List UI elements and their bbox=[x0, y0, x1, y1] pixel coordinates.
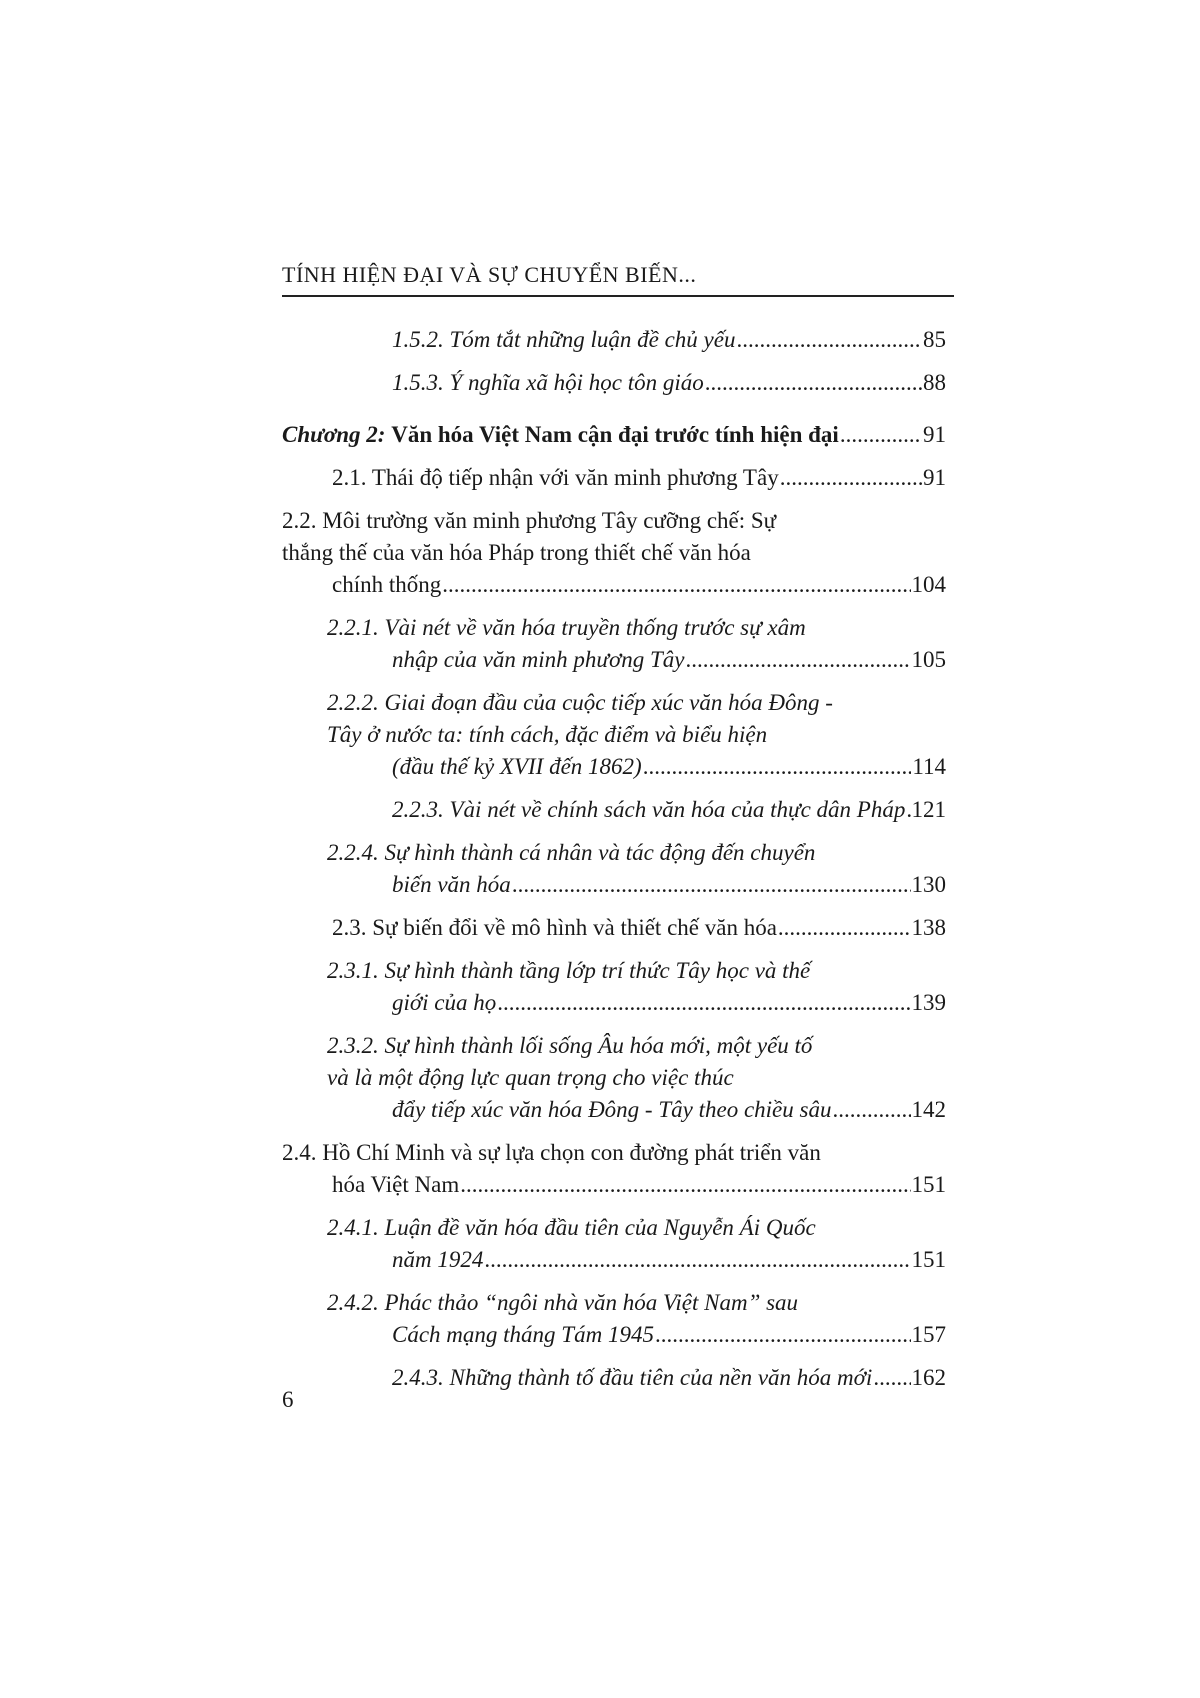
toc-entry[interactable] bbox=[282, 1030, 946, 1126]
toc-entry-line: thắng thế của văn hóa Pháp trong thiết chế văn hóa bbox=[282, 540, 751, 565]
toc-page-number: 121 bbox=[911, 797, 946, 822]
toc-entry-line: 2.3.1. Sự hình thành tầng lớp trí thức Tây học và thế bbox=[327, 958, 811, 983]
dot-leader bbox=[906, 794, 910, 826]
toc-entry-title: đẩy tiếp xúc văn hóa Đông - Tây theo chiều sâu bbox=[392, 1097, 832, 1122]
toc-entry[interactable] bbox=[282, 367, 946, 399]
dot-leader bbox=[655, 1319, 911, 1351]
toc-chapter-entry[interactable] bbox=[282, 419, 946, 451]
dot-leader bbox=[873, 1362, 910, 1394]
toc-entry-line: 2.2.1. Vài nét về văn hóa truyền thống trước sự xâm bbox=[327, 615, 806, 640]
toc-page-number: 91 bbox=[923, 465, 946, 490]
toc-entry-title: chính thống bbox=[332, 572, 442, 597]
dot-leader bbox=[705, 367, 922, 399]
toc-entry-line: 2.4.1. Luận đề văn hóa đầu tiên của Nguyễn Ái Quốc bbox=[327, 1215, 816, 1240]
toc-entry-title: 2.2.3. Vài nét về chính sách văn hóa của thực dân Pháp bbox=[392, 797, 906, 822]
dot-leader bbox=[832, 1094, 910, 1126]
toc-entry-title: 1.5.2. Tóm tắt những luận đề chủ yếu bbox=[392, 327, 736, 352]
dot-leader bbox=[840, 419, 922, 451]
toc-entry-leader-row bbox=[282, 419, 946, 451]
toc-page-number: 151 bbox=[911, 1247, 946, 1272]
toc-entry[interactable] bbox=[282, 324, 946, 356]
toc-entry-title: Văn hóa Việt Nam cận đại trước tính hiện đại bbox=[391, 422, 839, 447]
toc-page-number: 105 bbox=[911, 647, 946, 672]
toc-entry-line: 2.3.2. Sự hình thành lối sống Âu hóa mới, một yếu tố bbox=[327, 1033, 813, 1058]
toc-entry[interactable] bbox=[282, 955, 946, 1019]
toc-entry[interactable] bbox=[282, 462, 946, 494]
toc-entry-line: 2.4. Hồ Chí Minh và sự lựa chọn con đường phát triển văn bbox=[282, 1140, 821, 1165]
dot-leader bbox=[442, 569, 910, 601]
dot-leader bbox=[736, 324, 922, 356]
toc-entry-line: 2.2.4. Sự hình thành cá nhân và tác động đến chuyển bbox=[327, 840, 816, 865]
toc-page-number: 91 bbox=[923, 422, 946, 447]
toc-page-number: 138 bbox=[911, 915, 946, 940]
toc-page-number: 142 bbox=[911, 1097, 946, 1122]
toc-entry-line: và là một động lực quan trọng cho việc thúc bbox=[327, 1065, 734, 1090]
toc-entry-title: (đầu thế kỷ XVII đến 1862) bbox=[392, 754, 642, 779]
toc-entry[interactable] bbox=[282, 912, 946, 944]
table-of-contents bbox=[282, 324, 946, 1394]
toc-entry[interactable] bbox=[282, 505, 946, 601]
dot-leader bbox=[497, 987, 910, 1019]
toc-entry-leader-row bbox=[332, 1169, 946, 1201]
toc-entry-title: 2.4.3. Những thành tố đầu tiên của nền văn hóa mới bbox=[392, 1365, 873, 1390]
toc-entry-leader-row bbox=[392, 1244, 946, 1276]
toc-entry[interactable] bbox=[282, 837, 946, 901]
toc-entry-leader-row bbox=[392, 644, 946, 676]
dot-leader bbox=[686, 644, 911, 676]
dot-leader bbox=[460, 1169, 910, 1201]
toc-entry-line: 2.2. Môi trường văn minh phương Tây cưỡng chế: Sự bbox=[282, 508, 777, 533]
toc-entry-line: 2.4.2. Phác thảo “ngôi nhà văn hóa Việt Nam” sau bbox=[327, 1290, 799, 1315]
dot-leader bbox=[780, 462, 922, 494]
toc-entry[interactable] bbox=[282, 1287, 946, 1351]
toc-entry-line: Tây ở nước ta: tính cách, đặc điểm và biểu hiện bbox=[327, 722, 768, 747]
toc-entry-line: 2.2.2. Giai đoạn đầu của cuộc tiếp xúc văn hóa Đông - bbox=[327, 690, 833, 715]
toc-page-number: 104 bbox=[911, 572, 946, 597]
toc-entry[interactable] bbox=[282, 612, 946, 676]
toc-entry-leader-row bbox=[392, 324, 946, 356]
toc-entry-title: 2.3. Sự biến đổi về mô hình và thiết chế văn hóa bbox=[332, 915, 777, 940]
running-header bbox=[282, 262, 954, 297]
toc-entry-leader-row bbox=[392, 1319, 946, 1351]
toc-entry-title: biến văn hóa bbox=[392, 872, 511, 897]
toc-entry-leader-row bbox=[332, 912, 946, 944]
toc-entry-leader-row bbox=[392, 794, 946, 826]
dot-leader bbox=[778, 912, 911, 944]
toc-entry[interactable] bbox=[282, 687, 946, 783]
toc-entry-title: nhập của văn minh phương Tây bbox=[392, 647, 685, 672]
dot-leader bbox=[643, 751, 912, 783]
dot-leader bbox=[484, 1244, 910, 1276]
toc-page-number: 85 bbox=[923, 327, 946, 352]
toc-entry-title: Cách mạng tháng Tám 1945 bbox=[392, 1322, 654, 1347]
toc-entry-title: 2.1. Thái độ tiếp nhận với văn minh phương Tây bbox=[332, 465, 779, 490]
toc-page-number: 114 bbox=[912, 754, 946, 779]
toc-entry-leader-row bbox=[392, 751, 946, 783]
toc-entry-leader-row bbox=[332, 462, 946, 494]
chapter-label: Chương 2: bbox=[282, 422, 386, 447]
toc-page-number: 88 bbox=[923, 370, 946, 395]
toc-entry-leader-row bbox=[392, 1362, 946, 1394]
running-title: TÍNH HIỆN ĐẠI VÀ SỰ CHUYỂN BIẾN... bbox=[282, 262, 697, 287]
toc-entry-leader-row bbox=[392, 1094, 946, 1126]
toc-page-number: 162 bbox=[911, 1365, 946, 1390]
toc-entry[interactable] bbox=[282, 794, 946, 826]
toc-page-number: 157 bbox=[911, 1322, 946, 1347]
toc-entry[interactable] bbox=[282, 1362, 946, 1394]
toc-entry-leader-row bbox=[392, 987, 946, 1019]
toc-entry[interactable] bbox=[282, 1137, 946, 1201]
toc-page-number: 151 bbox=[911, 1172, 946, 1197]
toc-entry-title: 1.5.3. Ý nghĩa xã hội học tôn giáo bbox=[392, 370, 704, 395]
toc-entry-title: năm 1924 bbox=[392, 1247, 484, 1272]
toc-entry-title: hóa Việt Nam bbox=[332, 1172, 460, 1197]
toc-entry[interactable] bbox=[282, 1212, 946, 1276]
toc-entry-leader-row bbox=[392, 869, 946, 901]
toc-entry-leader-row bbox=[392, 367, 946, 399]
toc-entry-title: giới của họ bbox=[392, 990, 497, 1015]
toc-entry-leader-row bbox=[332, 569, 946, 601]
toc-page-number: 139 bbox=[911, 990, 946, 1015]
toc-page-number: 130 bbox=[911, 872, 946, 897]
page-number: 6 bbox=[282, 1387, 294, 1412]
dot-leader bbox=[512, 869, 911, 901]
